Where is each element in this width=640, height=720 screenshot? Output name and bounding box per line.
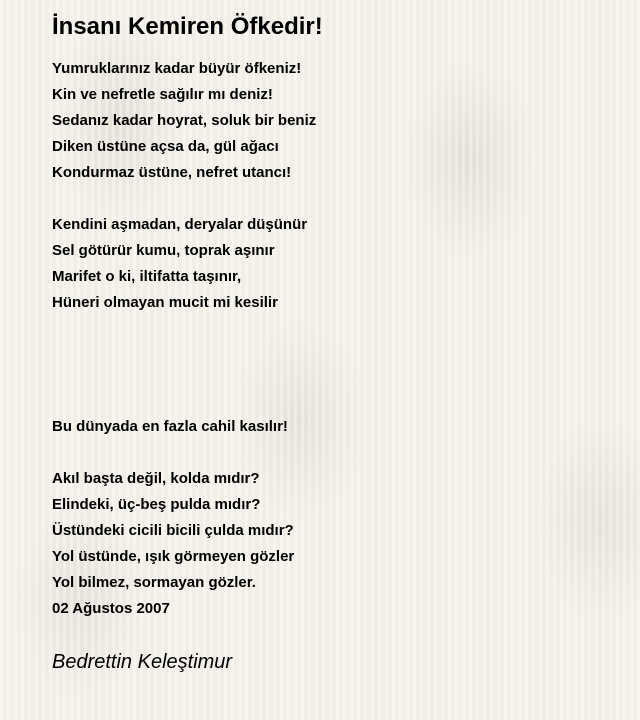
stanza-4 [52, 466, 612, 622]
poem-line: Kendini aşmadan, deryalar düşünür [52, 216, 308, 233]
stanza-gap [52, 440, 612, 466]
poem-line: Yol üstünde, ışık görmeyen gözler [52, 548, 295, 565]
poem-line: Kondurmaz üstüne, nefret utancı! [52, 164, 292, 181]
stanza-gap [52, 316, 612, 414]
stanza-1 [52, 56, 612, 186]
poem-title: İnsanı Kemiren Öfkedir! [52, 13, 323, 40]
poem-line: Kin ve nefretle sağılır mı deniz! [52, 86, 273, 103]
poem-line: Elindeki, üç-beş pulda mıdır? [52, 496, 261, 513]
poem-line: Üstündeki cicili bicili çulda mıdır? [52, 522, 294, 539]
poem-line: Akıl başta değil, kolda mıdır? [52, 470, 260, 487]
poem-date: 02 Ağustos 2007 [52, 600, 170, 617]
poem-line: Hüneri olmayan mucit mi kesilir [52, 294, 278, 311]
poem-line: Sel götürür kumu, toprak aşınır [52, 242, 275, 259]
poem-line: Yumruklarınız kadar büyür öfkeniz! [52, 60, 302, 77]
stanza-3 [52, 414, 612, 440]
poem-line: Marifet o ki, iltifatta taşınır, [52, 268, 242, 285]
poem-author: Bedrettin Keleştimur [52, 651, 233, 673]
poem-page [52, 12, 612, 676]
stanza-2 [52, 212, 612, 316]
poem-line: Sedanız kadar hoyrat, soluk bir beniz [52, 112, 317, 129]
poem-line: Yol bilmez, sormayan gözler. [52, 574, 256, 591]
poem-line: Bu dünyada en fazla cahil kasılır! [52, 418, 288, 435]
stanza-gap [52, 186, 612, 212]
poem-line: Diken üstüne açsa da, gül ağacı [52, 138, 279, 155]
